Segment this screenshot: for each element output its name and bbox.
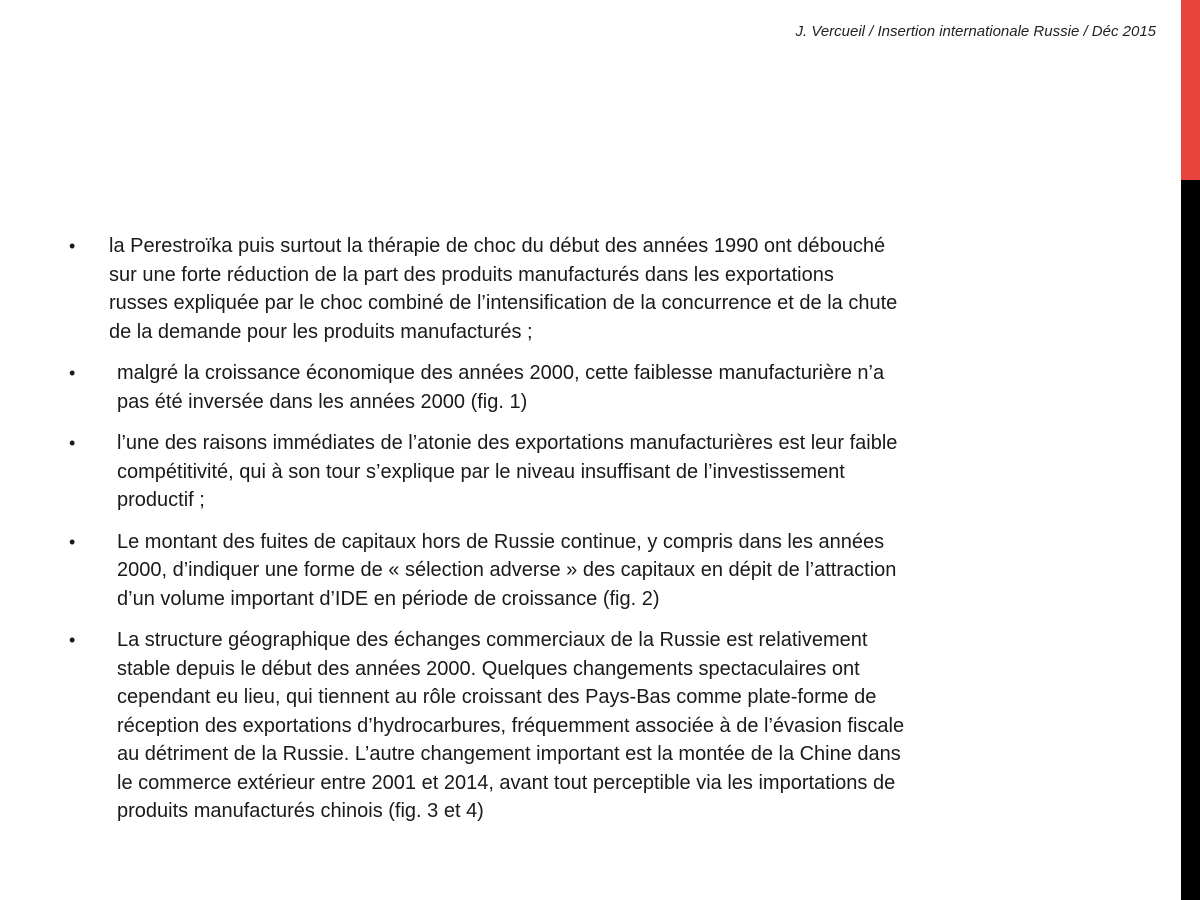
bullet-item [0,528,1181,614]
bullet-dot-icon: • [69,630,76,650]
bullet-text: Le montant des fuites de capitaux hors de Russie continue, y compris dans les années 2000, d’indiquer une forme de « sélection adverse » des capitaux en dépit de l’attraction d’un volume important d’IDE en période de croissance (fig. 2) [117,530,897,610]
bullet-dot-icon: • [69,363,76,383]
bullet-dot-icon: • [69,531,76,552]
bullet-list [0,232,1181,839]
bullet-item [0,232,1181,346]
bullet-text: La structure géographique des échanges commerciaux de la Russie est relativement stable depuis le début des années 2000. Quelques changements spectaculaires ont cependant eu lieu, qui tiennent au rôle croissant des Pays-Bas comme plate-forme de réception des exportations d’hydrocarbures, fréquemment associée à de l’évasion fiscale au détriment de la Russie. L’autre changement important est la montée de la Chine dans le commerce extérieur entre 2001 et 2014, avant tout perceptible via les importations de produits manufacturés chinois (fig. 3 et 4) [117,629,905,822]
bullet-dot-icon: • [69,236,76,256]
bullet-text: malgré la croissance économique des années 2000, cette faiblesse manufacturière n’a pas été inversée dans les années 2000 (fig. 1) [117,362,885,413]
bullet-text: la Perestroïka puis surtout la thérapie de choc du début des années 1990 ont débouché sur une forte réduction de la part des produits manufacturés dans les exportations russes expliquée par le choc combiné de l’intensification de la concurrence et de la chute de la demande pour les produits manufacturés ; [109,235,898,343]
side-accent-bar-black [1181,180,1200,900]
side-accent-bar-red [1181,0,1200,180]
header-reference: J. Vercueil / Insertion internationale Russie / Déc 2015 [795,23,1156,40]
bullet-dot-icon: • [69,433,76,453]
bullet-item [0,626,1181,826]
bullet-item [0,429,1181,515]
bullet-text: l’une des raisons immédiates de l’atonie des exportations manufacturières est leur faible compétitivité, qui à son tour s’explique par le niveau insuffisant de l’investissement productif ; [117,432,898,511]
bullet-item [0,359,1181,416]
side-accent-bar [1181,0,1200,900]
